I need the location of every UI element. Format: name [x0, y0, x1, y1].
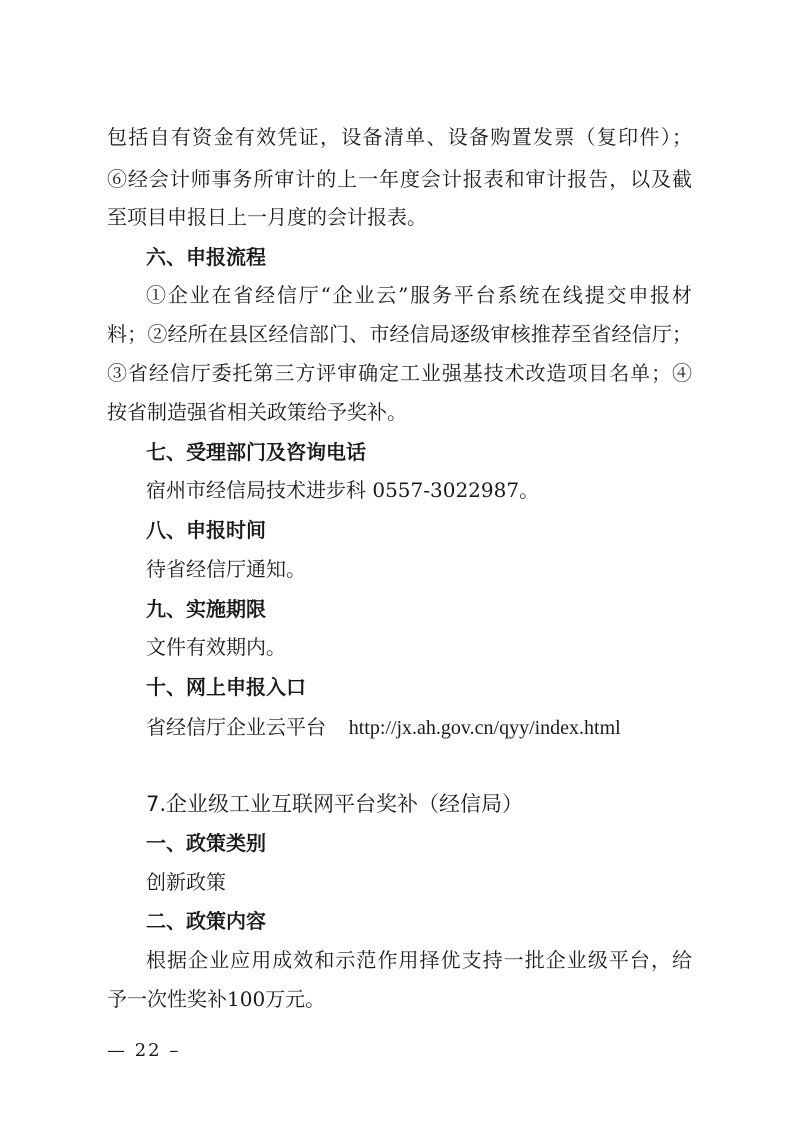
body-text-line: 至项目申报日上一月度的会计报表。 — [107, 205, 427, 229]
body-text-line: ⑥经会计师事务所审计的上一年度会计报表和审计报告，以及截 — [107, 167, 692, 191]
body-text-line: 料；②经所在县区经信部门、市经信局逐级审核推荐至省经信厅； — [107, 322, 692, 346]
body-text-line — [146, 715, 692, 740]
body-text-line: 宿州市经信局技术进步科 0557-3022987。 — [146, 478, 540, 502]
body-text-line: 按省制造强省相关政策给予奖补。 — [107, 400, 407, 424]
policy-title: 7.企业级工业互联网平台奖补（经信局） — [146, 792, 524, 816]
body-text-line: 包括自有资金有效凭证，设备清单、设备购置发票（复印件）； — [107, 125, 692, 149]
body-text-line: 待省经信厅通知。 — [146, 557, 306, 581]
section-heading: 二、政策内容 — [146, 909, 266, 933]
body-text-line: 创新政策 — [146, 870, 226, 894]
section-heading: 八、申报时间 — [146, 518, 266, 542]
section-heading: 七、受理部门及咨询电话 — [146, 440, 366, 464]
page-number: — 22 – — [107, 1040, 181, 1061]
body-text-line: 予一次性奖补100万元。 — [107, 987, 326, 1011]
body-text-line: ③省经信厅委托第三方评审确定工业强基技术改造项目名单；④ — [107, 361, 692, 385]
section-heading: 十、网上申报入口 — [146, 675, 306, 699]
portal-url: http://jx.ah.gov.cn/qyy/index.html — [348, 717, 621, 739]
section-heading: 九、实施期限 — [146, 597, 266, 621]
body-text-line: 根据企业应用成效和示范作用择优支持一批企业级平台，给 — [146, 948, 692, 972]
section-heading: 六、申报流程 — [146, 245, 266, 269]
portal-label: 省经信厅企业云平台 — [146, 715, 326, 739]
body-text-line: 文件有效期内。 — [146, 635, 286, 659]
body-text-line: ①企业在省经信厅“企业云”服务平台系统在线提交申报材 — [146, 283, 692, 307]
section-heading: 一、政策类别 — [146, 831, 266, 855]
